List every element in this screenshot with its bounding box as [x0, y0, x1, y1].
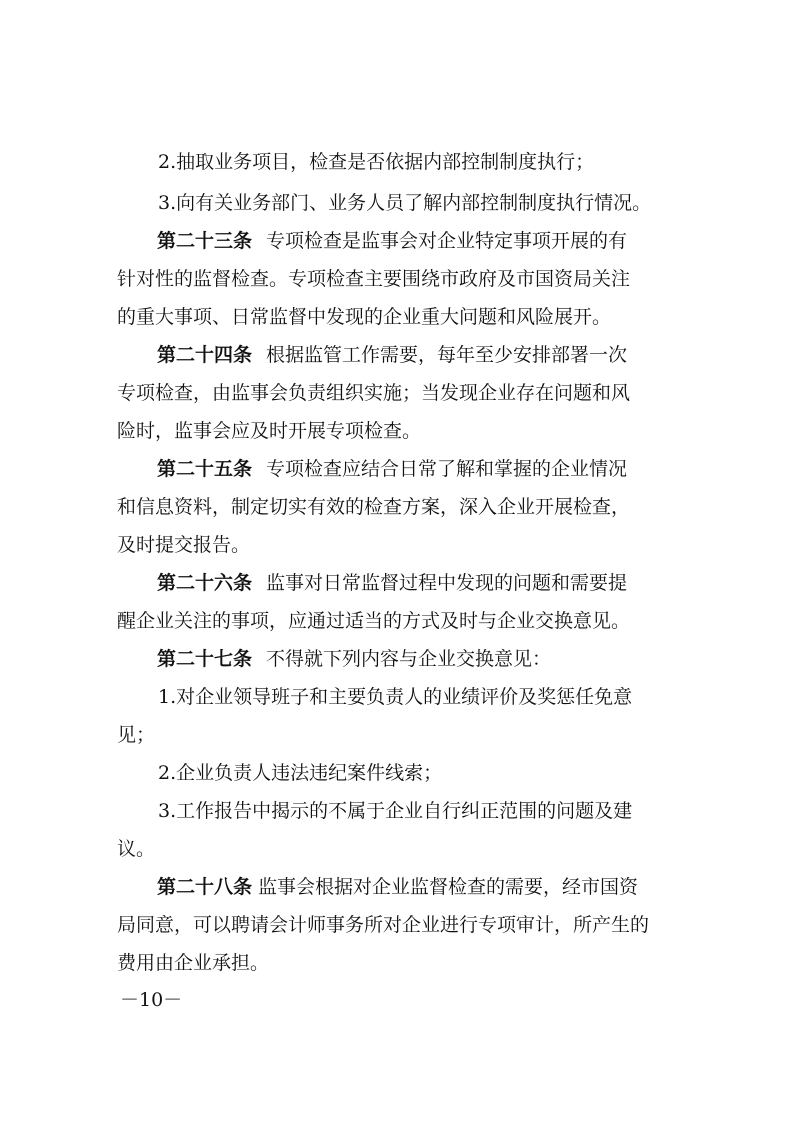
article-28-first-line — [157, 875, 727, 899]
article-24-label: 第二十四条 — [157, 344, 253, 366]
article-28-line-3: 费用由企业承担。 — [117, 952, 270, 974]
article-24-text: 根据监管工作需要，每年至少安排部署一次 — [266, 344, 628, 366]
list-item-continuation: 议。 — [117, 838, 156, 860]
article-27-label: 第二十七条 — [157, 648, 253, 670]
article-25-first-line — [157, 457, 727, 481]
article-27-first-line — [157, 647, 727, 671]
article-25-line-3: 及时提交报告。 — [117, 534, 251, 556]
page-number: －10－ — [120, 989, 183, 1011]
list-item: 2.企业负责人违法违纪案件线索； — [158, 762, 443, 784]
article-25-line-2: 和信息资料，制定切实有效的检查方案，深入企业开展检查， — [117, 496, 631, 518]
article-25-label: 第二十五条 — [157, 458, 253, 480]
list-item: 3.工作报告中揭示的不属于企业自行纠正范围的问题及建 — [158, 800, 633, 822]
article-23-label: 第二十三条 — [157, 230, 253, 252]
article-28-line-2: 局同意，可以聘请会计师事务所对企业进行专项审计，所产生的 — [117, 914, 650, 936]
article-24-first-line — [157, 343, 727, 367]
article-26-first-line — [157, 571, 727, 595]
article-23-line-2: 针对性的监督检查。专项检查主要围绕市政府及市国资局关注 — [117, 268, 631, 290]
list-item: 3.向有关业务部门、业务人员了解内部控制制度执行情况。 — [158, 192, 652, 214]
article-25-text: 专项检查应结合日常了解和掌握的企业情况 — [266, 458, 628, 480]
article-26-text: 监事对日常监督过程中发现的问题和需要提 — [266, 572, 628, 594]
article-23-text: 专项检查是监事会对企业特定事项开展的有 — [266, 230, 628, 252]
article-28-text: 监事会根据对企业监督检查的需要，经市国资 — [258, 876, 639, 898]
article-24-line-3: 险时，监事会应及时开展专项检查。 — [117, 420, 422, 442]
article-23-first-line — [157, 229, 727, 253]
list-item-continuation: 见； — [117, 724, 156, 746]
list-item: 2.抽取业务项目，检查是否依据内部控制制度执行； — [158, 151, 595, 173]
list-item: 1.对企业领导班子和主要负责人的业绩评价及奖惩任免意 — [158, 686, 633, 708]
article-23-line-3: 的重大事项、日常监督中发现的企业重大问题和风险展开。 — [117, 306, 612, 328]
article-27-text: 不得就下列内容与企业交换意见： — [266, 648, 552, 670]
article-24-line-2: 专项检查，由监事会负责组织实施；当发现企业存在问题和风 — [117, 382, 631, 404]
article-26-line-2: 醒企业关注的事项，应通过适当的方式及时与企业交换意见。 — [117, 610, 631, 632]
article-26-label: 第二十六条 — [157, 572, 253, 594]
article-28-label: 第二十八条 — [157, 876, 253, 898]
